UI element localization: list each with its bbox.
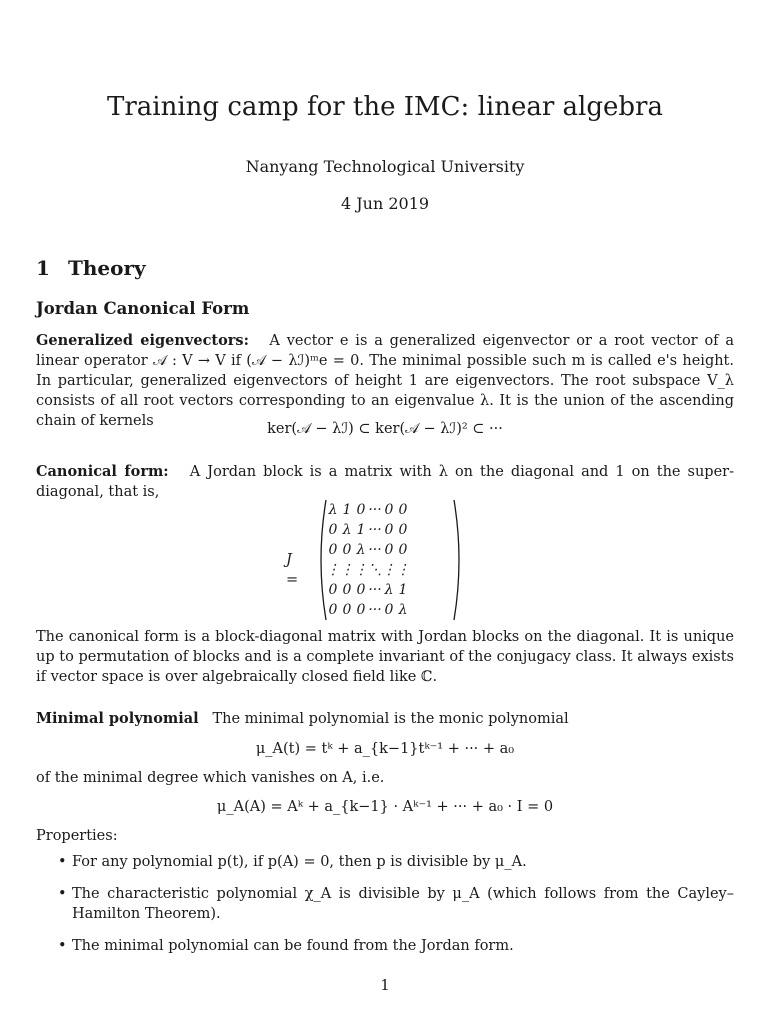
matrix-cell: 0: [384, 522, 394, 538]
minimal-polynomial-label: Minimal polynomial: [36, 710, 199, 727]
right-paren-icon: [452, 498, 466, 622]
matrix-cell: 0: [398, 522, 408, 538]
canonical-form-label: Canonical form:: [36, 463, 169, 480]
minimal-degree-text: of the minimal degree which vanishes on A, i.e.: [36, 770, 385, 786]
minimal-polynomial-formula: μ_A(t) = tᵏ + a_{k−1}tᵏ⁻¹ + ··· + a₀: [255, 741, 515, 757]
bullet-icon: •: [58, 854, 67, 870]
document-title: Training camp for the IMC: linear algebra: [107, 92, 663, 122]
generalized-eigenvectors-label: Generalized eigenvectors:: [36, 332, 249, 349]
kernel-chain-formula: ker(𝒜 − λℐ) ⊂ ker(𝒜 − λℐ)² ⊂ ···: [267, 421, 503, 437]
vanishing-formula: μ_A(A) = Aᵏ + a_{k−1} · Aᵏ⁻¹ + ··· + a₀ · I = 0: [216, 799, 554, 815]
affiliation: Nanyang Technological University: [245, 157, 525, 176]
subsection-heading: Jordan Canonical Form: [36, 299, 250, 318]
matrix-cell: 0: [356, 502, 366, 518]
section-title: Theory: [68, 256, 146, 280]
matrix-cell: 0: [342, 542, 352, 558]
matrix-cell: 0: [398, 502, 408, 518]
matrix-cell: ···: [368, 542, 382, 558]
matrix-cell: 0: [356, 602, 366, 618]
matrix-grid: [326, 500, 410, 620]
matrix-cell: 1: [398, 582, 408, 598]
matrix-row: [326, 520, 410, 540]
matrix-cell: ···: [368, 522, 382, 538]
matrix-cell: 0: [398, 542, 408, 558]
canonical-form-paragraph: [36, 462, 734, 502]
matrix-cell: 0: [384, 602, 394, 618]
matrix-cell: ⋮: [340, 562, 354, 578]
matrix-cell: 0: [384, 502, 394, 518]
canonical-form-explanation: The canonical form is a block-diagonal matrix with Jordan blocks on the diagonal. It is unique up to permutation of blocks and is a complete invariant of the conjugacy class. It always exists if vector space is over algebraically closed field like ℂ.: [36, 629, 734, 685]
matrix-cell: ···: [368, 602, 382, 618]
bullet-icon: •: [58, 938, 67, 954]
matrix-row: [326, 500, 410, 520]
matrix-cell: 0: [342, 602, 352, 618]
matrix-label: J =: [286, 552, 299, 588]
section-heading: [36, 254, 146, 282]
matrix-cell: ···: [368, 582, 382, 598]
matrix-cell: λ: [398, 602, 408, 618]
matrix-cell: 0: [384, 542, 394, 558]
matrix-cell: 0: [342, 582, 352, 598]
canonical-form-text: A Jordan block is a matrix with λ on the diagonal and 1 on the super-diagonal, that is,: [36, 464, 734, 500]
minimal-polynomial-text: The minimal polynomial is the monic polynomial: [212, 711, 569, 727]
properties-label: Properties:: [36, 828, 118, 844]
date: 4 Jun 2019: [340, 194, 430, 213]
generalized-eigenvectors-paragraph: [36, 331, 734, 431]
bullet-icon: •: [58, 886, 67, 902]
matrix-cell: 0: [328, 602, 338, 618]
properties-list: [36, 852, 734, 968]
matrix-row: [326, 560, 410, 580]
section-number: 1: [36, 256, 50, 280]
matrix-cell: 1: [342, 502, 352, 518]
matrix-cell: ⋮: [326, 562, 340, 578]
matrix-cell: 1: [356, 522, 366, 538]
matrix-cell: 0: [356, 582, 366, 598]
matrix-cell: 0: [328, 582, 338, 598]
matrix-cell: λ: [342, 522, 352, 538]
matrix-cell: ⋮: [354, 562, 368, 578]
matrix-cell: λ: [384, 582, 394, 598]
matrix-row: [326, 580, 410, 600]
matrix-row: [326, 600, 410, 620]
matrix-cell: ···: [368, 502, 382, 518]
list-item: • For any polynomial p(t), if p(A) = 0, then p is divisible by μ_A.: [58, 854, 527, 870]
page-number: 1: [380, 976, 390, 994]
minimal-polynomial-paragraph: [36, 709, 734, 729]
matrix-row: [326, 540, 410, 560]
list-item: • The minimal polynomial can be found from the Jordan form.: [58, 938, 514, 954]
matrix-cell: ⋮: [396, 562, 410, 578]
matrix-cell: ⋮: [382, 562, 396, 578]
matrix-cell: ⋱: [368, 562, 382, 578]
list-item: • The characteristic polynomial χ_A is divisible by μ_A (which follows from the Cayley–Hamilton Theorem).: [58, 886, 734, 922]
matrix-cell: 0: [328, 542, 338, 558]
matrix-cell: λ: [356, 542, 366, 558]
matrix-cell: λ: [328, 502, 338, 518]
matrix-cell: 0: [328, 522, 338, 538]
generalized-eigenvectors-text: A vector e is a generalized eigenvector or a root vector of a linear operator 𝒜 : V → V if (𝒜 − λℐ)ᵐe = 0. The minimal possible such m is called e's height. In particular, generalized eigenvectors of height 1 are eigenvectors. The root subspace V_λ consists of all root vectors corresponding to an eigenvalue λ. It is the union of the ascending chain of kernels: [36, 333, 735, 429]
